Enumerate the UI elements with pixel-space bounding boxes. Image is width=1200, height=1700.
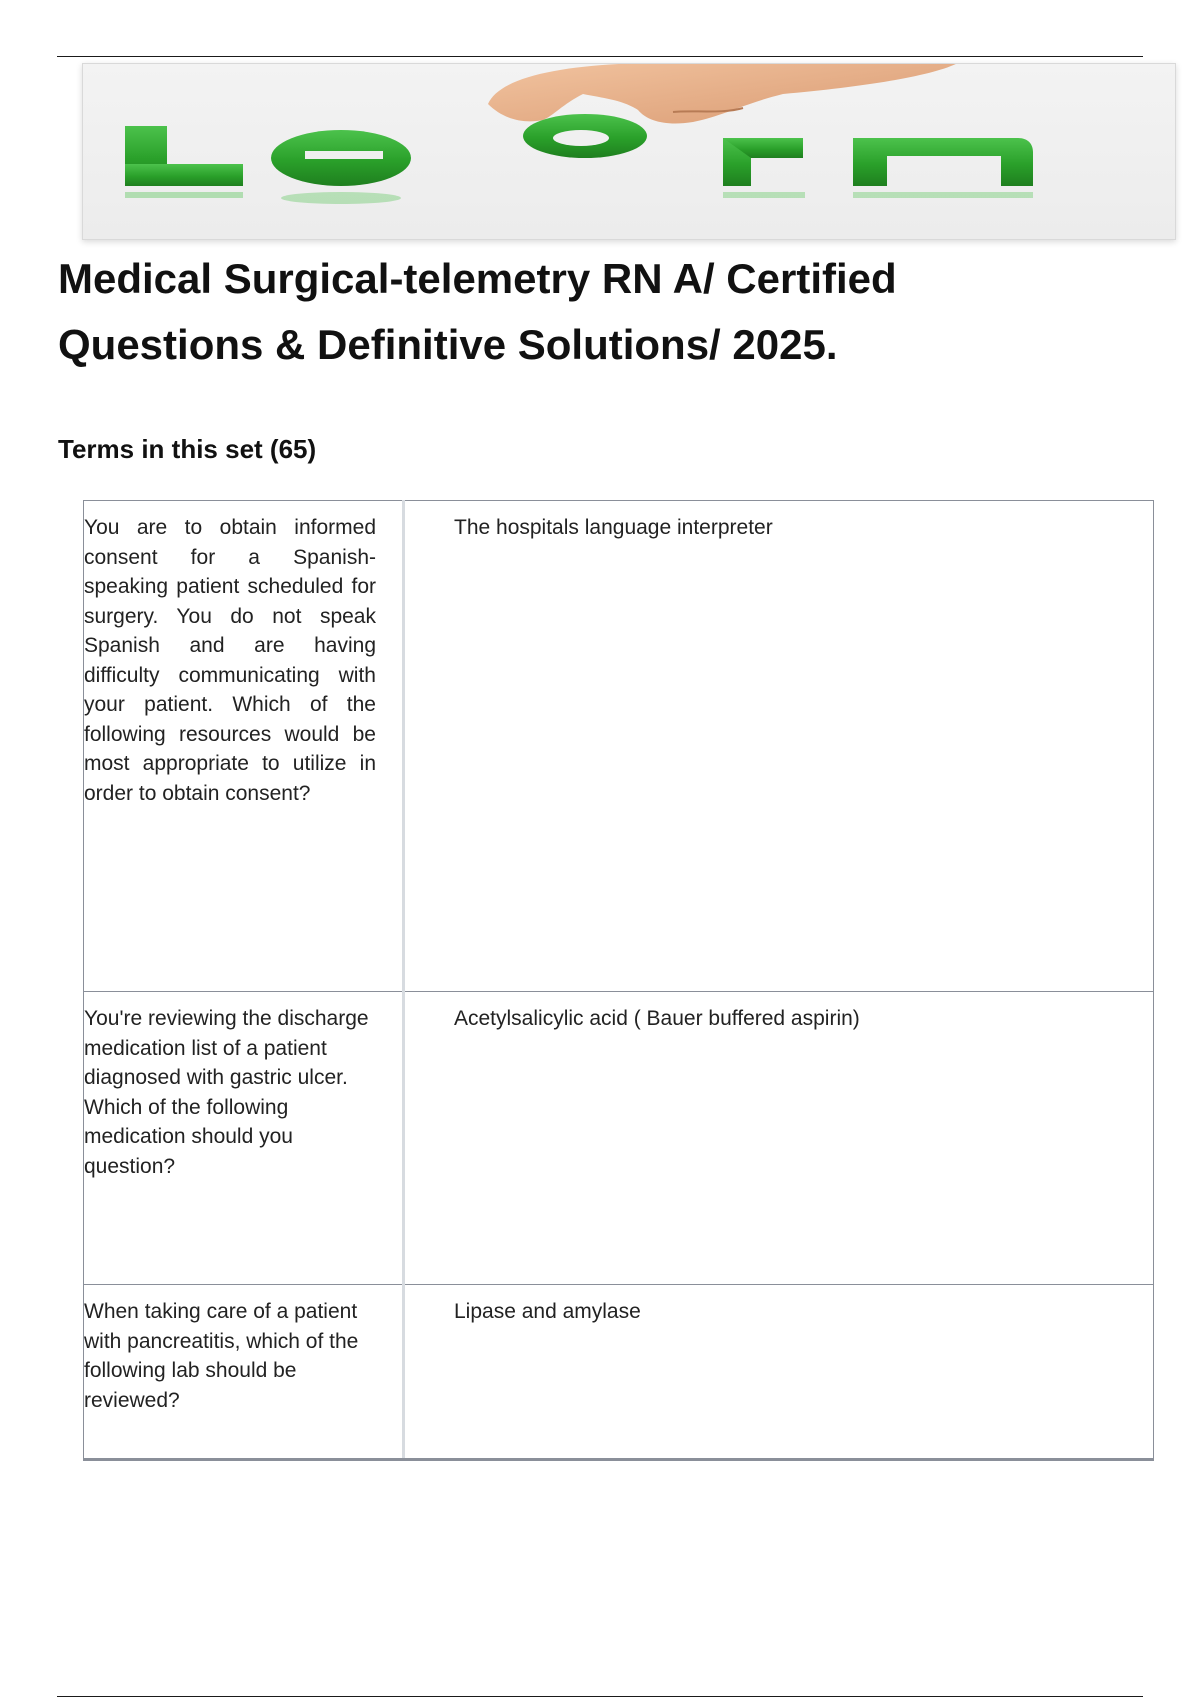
answer-text: Acetylsalicylic acid ( Bauer buffered aspirin) bbox=[454, 1007, 860, 1030]
document-title: Medical Surgical-telemetry RN A/ Certified Questions & Definitive Solutions/ 2025. bbox=[58, 255, 897, 368]
question-cell bbox=[84, 1285, 404, 1460]
terms-count-heading: Terms in this set (65) bbox=[58, 434, 317, 464]
question-text: When taking care of a patient with pancreatitis, which of the following lab should be reviewed? bbox=[84, 1300, 359, 1412]
bottom-rule bbox=[57, 1696, 1143, 1697]
flashcard-table bbox=[83, 500, 1154, 1461]
question-text: You are to obtain informed consent for a Spanish-speaking patient scheduled for surgery. You do not speak Spanish and are having difficulty communicating with your patient. Which of the following resources would be most appropriate to utilize in order to obtain consent? bbox=[84, 516, 376, 805]
answer-cell bbox=[404, 1285, 1154, 1460]
answer-cell bbox=[404, 992, 1154, 1285]
answer-cell bbox=[404, 501, 1154, 992]
learn-banner-image bbox=[82, 63, 1176, 240]
question-cell bbox=[84, 501, 404, 992]
question-cell bbox=[84, 992, 404, 1285]
top-rule bbox=[57, 56, 1143, 57]
table-row bbox=[84, 992, 1154, 1285]
answer-text: The hospitals language interpreter bbox=[454, 516, 773, 539]
answer-text: Lipase and amylase bbox=[454, 1300, 641, 1323]
table-row bbox=[84, 501, 1154, 992]
table-row bbox=[84, 1285, 1154, 1460]
question-text: You're reviewing the discharge medication list of a patient diagnosed with gastric ulcer. Which of the following medication should you question? bbox=[84, 1007, 369, 1178]
